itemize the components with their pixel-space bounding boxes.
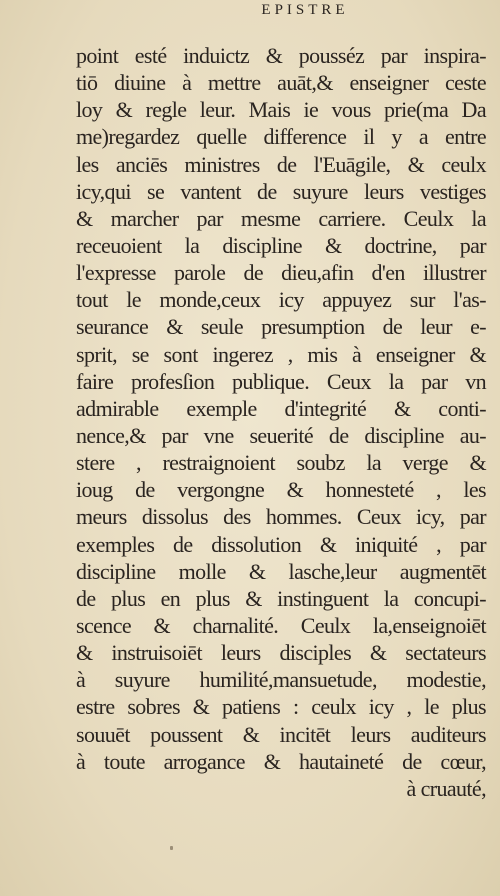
text-line: tiō diuine à mettre auāt,& enseigner ceste <box>76 70 486 96</box>
text-line: faire profesſion publique. Ceux la par vn <box>76 368 486 394</box>
text-line: admirable exemple d'integrité & conti- <box>76 395 486 421</box>
text-line: stere , restraignoient soubz la verge & <box>76 450 486 476</box>
text-line: seurance & seule presumption de leur e- <box>76 314 486 340</box>
text-line: ioug de vergongne & honnesteté , les <box>76 477 486 503</box>
text-line: discipline molle & lasche,leur augmentēt <box>76 558 486 584</box>
text-line: à toute arrogance & hautaineté de cœur, <box>76 748 486 774</box>
text-line: les anciēs ministres de l'Euāgile, & ceulx <box>76 151 486 177</box>
text-line: estre sobres & patiens : ceulx icy , le plus <box>76 694 486 720</box>
text-line: meurs dissolus des hommes. Ceux icy, par <box>76 504 486 530</box>
text-line: de plus en plus & instinguent la concupi- <box>76 585 486 611</box>
catchword: à cruauté, <box>406 775 486 801</box>
paper-speck <box>170 846 173 850</box>
text-line: scence & charnalité. Ceulx la,enseignoiēt <box>76 612 486 638</box>
text-line: exemples de dissolution & iniquité , par <box>76 531 486 557</box>
text-block <box>76 42 486 802</box>
text-line: sprit, se sont ingerez , mis à enseigner & <box>76 341 486 367</box>
text-line: & marcher par mesme carriere. Ceulx la <box>76 205 486 231</box>
running-title: EPISTRE <box>261 2 349 18</box>
text-line: tout le monde,ceux icy appuyez sur l'as- <box>76 287 486 313</box>
text-line: me)regardez quelle difference il y a entre <box>76 124 486 150</box>
text-line: nence,& par vne seuerité de discipline au- <box>76 422 486 448</box>
text-line: loy & regle leur. Mais ie vous prie(ma Da <box>76 97 486 123</box>
text-line: & instruisoiēt leurs disciples & sectateurs <box>76 640 486 666</box>
text-line: receuoient la discipline & doctrine, par <box>76 232 486 258</box>
text-line: souuēt poussent & incitēt leurs auditeurs <box>76 721 486 747</box>
text-line: l'expresse parole de dieu,afin d'en illustrer <box>76 260 486 286</box>
text-line: point esté induictz & pousséz par inspira- <box>76 43 486 68</box>
text-line: à suyure humilité,mansuetude, modestie, <box>76 667 486 693</box>
text-line: icy,qui se vantent de suyure leurs vestiges <box>76 178 486 204</box>
